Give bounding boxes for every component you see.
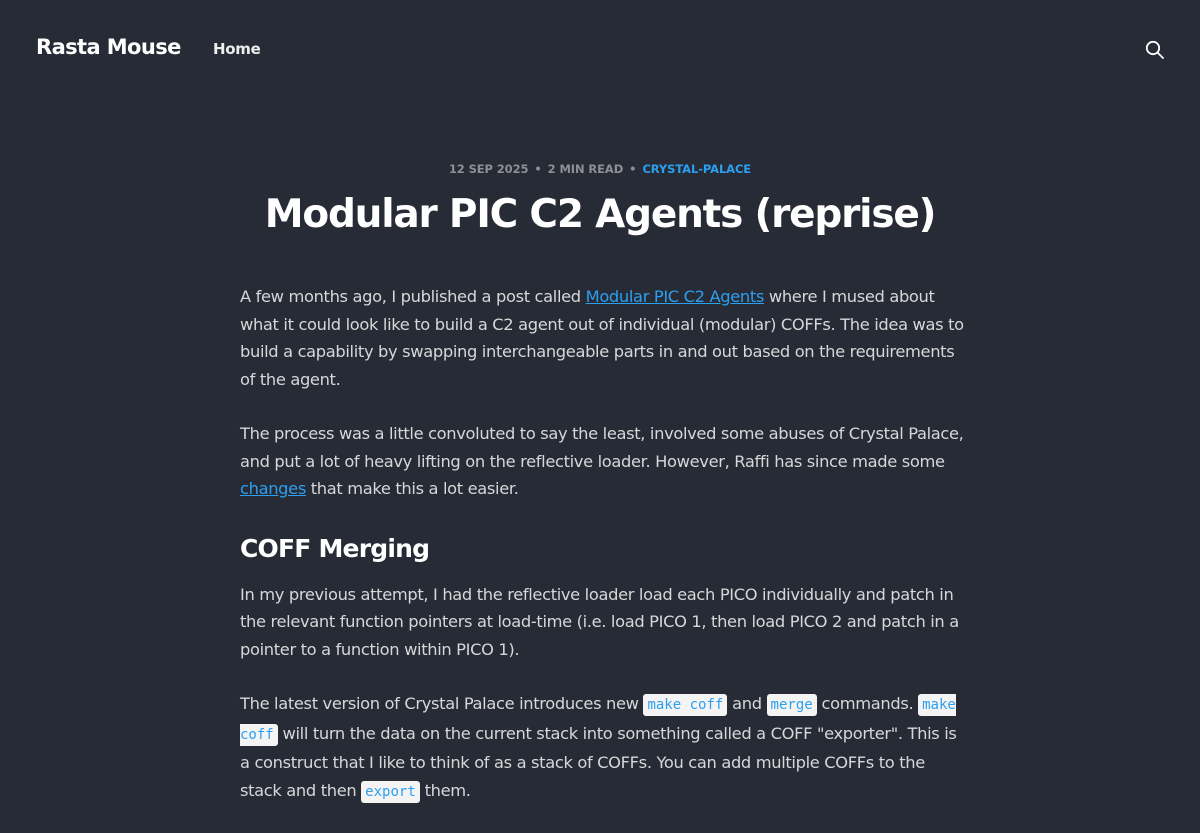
nav-home-link[interactable]: Home (213, 40, 261, 58)
link-modular-pic-c2-agents[interactable]: Modular PIC C2 Agents (585, 287, 765, 306)
post-content (240, 283, 965, 833)
meta-separator: • (629, 162, 637, 176)
search-icon (1144, 39, 1166, 61)
text: A few months ago, I published a post called (240, 287, 586, 306)
section-heading-coff-merging: COFF Merging (240, 533, 430, 563)
inline-code-export: export (361, 781, 420, 803)
text: will turn the data on the current stack into something called a COFF "exporter". This is a construct that I like to think of as a stack of COFFs. You can add multiple COFFs to the stack and then (240, 723, 957, 800)
inline-code-merge: merge (767, 694, 817, 716)
text: The latest version of Crystal Palace introduces new (240, 694, 644, 713)
post-meta (0, 162, 1200, 176)
meta-separator: • (534, 162, 542, 176)
paragraph-process (240, 420, 965, 503)
text: where I mused about what it could look like to build a C2 agent out of individual (modular) COFFs. The idea was to build a capability by swapping interchangeable parts in and out based on the requirements of the agent. (240, 287, 964, 389)
text: and (727, 694, 767, 713)
text: commands. (816, 694, 919, 713)
tag-link-crystal-palace[interactable]: CRYSTAL-PALACE (642, 162, 752, 176)
text: them. (419, 780, 471, 800)
text: that make this a lot easier. (305, 479, 519, 498)
search-button[interactable] (1144, 39, 1166, 61)
inline-code-make-coff: make coff (240, 694, 956, 746)
link-changes[interactable]: changes (240, 479, 306, 498)
text: The process was a little convoluted to say the least, involved some abuses of Crystal Palace, and put a lot of heavy lifting on the reflective loader. However, Raffi has since made some (240, 424, 964, 471)
site-title-link[interactable]: Rasta Mouse (36, 35, 181, 59)
paragraph-previous-attempt: In my previous attempt, I had the reflective loader load each PICO individually and patch in the relevant function pointers at load-time (i.e. load PICO 1, then load PICO 2 and patch in a pointer to a function within PICO 1). (240, 584, 959, 659)
read-time: 2 MIN READ (547, 162, 624, 176)
inline-code-make-coff: make coff (643, 694, 727, 716)
paragraph-latest-version (240, 690, 965, 806)
site-header (0, 0, 1200, 100)
post-date: 12 SEP 2025 (448, 162, 529, 176)
paragraph-intro (240, 283, 965, 393)
post-title: Modular PIC C2 Agents (reprise) (264, 192, 936, 237)
